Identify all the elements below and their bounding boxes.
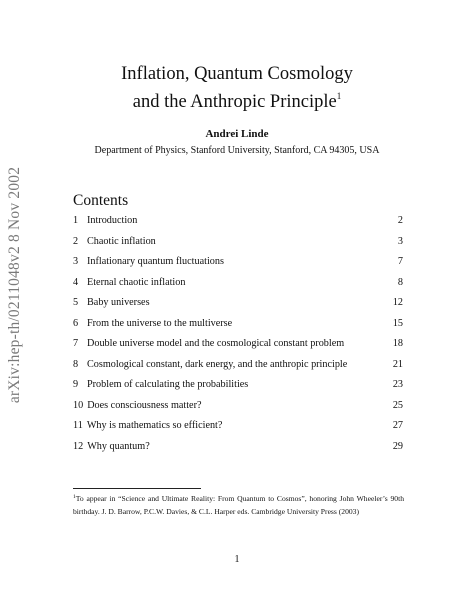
toc-entry-page: 8	[397, 276, 403, 288]
toc-entry-page: 15	[392, 317, 403, 329]
arxiv-identifier-stamp	[4, 160, 26, 410]
paper-title-line-1	[0, 65, 474, 84]
toc-entry-8[interactable]	[73, 359, 403, 380]
toc-entry-11[interactable]	[73, 420, 403, 441]
toc-entry-number: 12	[73, 441, 84, 453]
toc-entry-number: 10	[73, 399, 84, 411]
toc-entry-page: 3	[397, 235, 403, 247]
toc-entry-number: 9	[73, 379, 79, 391]
toc-entry-number: 8	[73, 358, 79, 370]
toc-entry-title: Introduction	[87, 215, 138, 226]
toc-entry-12[interactable]	[73, 441, 403, 462]
toc-entry-title: Inflationary quantum fluctuations	[87, 256, 224, 268]
toc-entry-page: 27	[392, 420, 403, 432]
toc-entry-title: Cosmological constant, dark energy, and the anthropic principle	[87, 358, 348, 370]
paper-title-line-2	[0, 92, 474, 112]
footnote	[73, 491, 404, 518]
toc-entry-page: 21	[392, 358, 403, 370]
toc-entry-2[interactable]	[73, 236, 403, 257]
toc-entry-title: Why is mathematics so efficient?	[86, 420, 223, 432]
toc-entry-title: Double universe model and the cosmological constant problem	[87, 338, 345, 350]
toc-entry-number: 3	[73, 256, 79, 268]
toc-entry-9[interactable]	[73, 379, 403, 400]
toc-entry-4[interactable]	[73, 277, 403, 298]
title-footnote-mark: 1	[336, 91, 342, 101]
toc-entry-title: Why quantum?	[87, 441, 150, 453]
toc-entry-page: 25	[392, 399, 403, 411]
toc-entry-1[interactable]	[73, 215, 403, 236]
toc-entry-title: From the universe to the multiverse	[87, 317, 233, 329]
toc-entry-page: 12	[392, 297, 403, 309]
footnote-text: To appear in “Science and Ultimate Reality: From Quantum to Cosmos”, honoring John Wheeler’s 90th birthday. J. D. Barrow, P.C.W. Davies, & C.L. Harper eds. Cambridge University Press (2003)	[73, 494, 404, 516]
toc-entry-5[interactable]	[73, 297, 403, 318]
toc-entry-title: Chaotic inflation	[87, 235, 156, 247]
table-of-contents	[73, 215, 403, 462]
footnote-mark: 1	[73, 494, 76, 500]
page-number: 1	[234, 554, 240, 565]
toc-entry-page: 2	[397, 215, 403, 226]
toc-entry-title: Baby universes	[87, 297, 150, 309]
toc-entry-page: 29	[392, 441, 403, 453]
title-line-1-text: Inflation, Quantum Cosmology	[121, 64, 353, 84]
toc-entry-7[interactable]	[73, 338, 403, 359]
toc-entry-title: Problem of calculating the probabilities	[87, 379, 249, 391]
toc-entry-number: 5	[73, 297, 79, 309]
toc-entry-number: 4	[73, 276, 79, 288]
footnote-divider	[73, 488, 201, 489]
toc-entry-number: 6	[73, 317, 79, 329]
toc-entry-title: Eternal chaotic inflation	[87, 276, 186, 288]
author-name: Andrei Linde	[205, 128, 269, 140]
toc-entry-page: 23	[392, 379, 403, 391]
author-affiliation: Department of Physics, Stanford University, Stanford, CA 94305, USA	[94, 145, 380, 156]
title-line-2-text: and the Anthropic Principle	[132, 92, 337, 112]
toc-entry-page: 7	[397, 256, 403, 268]
toc-entry-page: 18	[392, 338, 403, 350]
toc-entry-3[interactable]	[73, 256, 403, 277]
toc-entry-title: Does consciousness matter?	[87, 399, 202, 411]
toc-entry-10[interactable]	[73, 400, 403, 421]
toc-entry-6[interactable]	[73, 318, 403, 339]
arxiv-identifier-text: arXiv:hep-th/0211048v2 8 Nov 2002	[6, 166, 24, 404]
toc-entry-number: 7	[73, 338, 79, 350]
toc-entry-number: 1	[73, 215, 79, 226]
contents-heading: Contents	[73, 192, 129, 209]
toc-entry-number: 11	[73, 420, 83, 432]
toc-entry-number: 2	[73, 235, 79, 247]
